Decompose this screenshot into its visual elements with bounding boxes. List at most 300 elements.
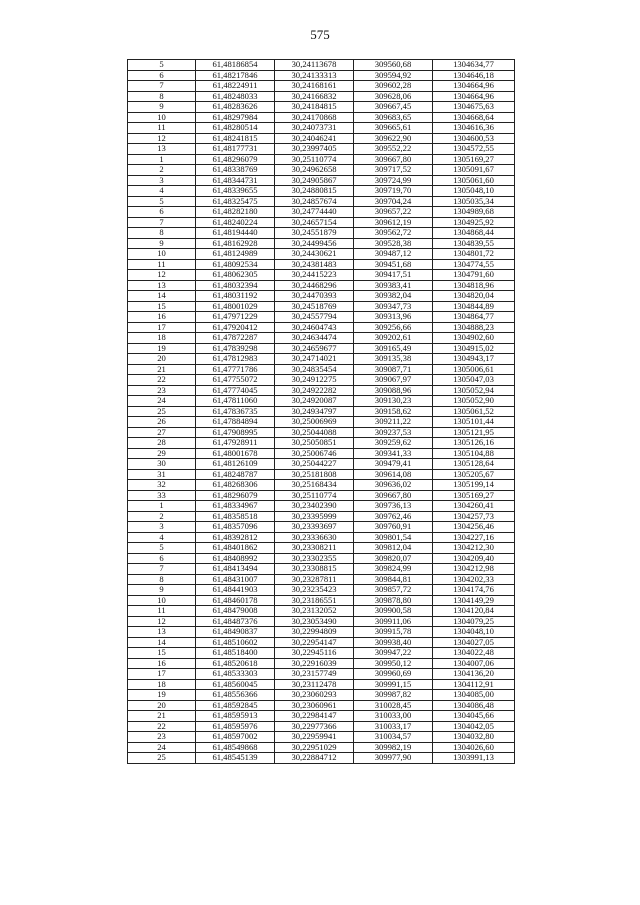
table-row (128, 459, 515, 470)
y-coordinate-cell: 1304668,64 (433, 112, 515, 123)
x-coordinate-cell: 309844,81 (354, 574, 433, 585)
y-coordinate-cell: 1305169,27 (433, 154, 515, 165)
y-coordinate-cell: 1304844,89 (433, 301, 515, 312)
latitude-cell: 61,48325475 (196, 196, 275, 207)
y-coordinate-cell: 1304818,96 (433, 280, 515, 291)
table-row (128, 333, 515, 344)
longitude-cell: 30,23132052 (275, 606, 354, 617)
table-row (128, 501, 515, 512)
x-coordinate-cell: 309683,65 (354, 112, 433, 123)
latitude-cell: 61,48479008 (196, 606, 275, 617)
x-coordinate-cell: 309552,22 (354, 144, 433, 155)
table-row (128, 396, 515, 407)
table-row (128, 532, 515, 543)
latitude-cell: 61,48431007 (196, 574, 275, 585)
latitude-cell: 61,48357096 (196, 522, 275, 533)
point-number-cell: 3 (128, 522, 196, 533)
latitude-cell: 61,48344731 (196, 175, 275, 186)
latitude-cell: 61,48549868 (196, 742, 275, 753)
point-number-cell: 8 (128, 91, 196, 102)
x-coordinate-cell: 309915,78 (354, 627, 433, 638)
y-coordinate-cell: 1304664,96 (433, 91, 515, 102)
table-row (128, 301, 515, 312)
longitude-cell: 30,22951029 (275, 742, 354, 753)
latitude-cell: 61,48296079 (196, 154, 275, 165)
y-coordinate-cell: 1305101,44 (433, 417, 515, 428)
latitude-cell: 61,47771786 (196, 364, 275, 375)
latitude-cell: 61,48217846 (196, 70, 275, 81)
longitude-cell: 30,25050851 (275, 438, 354, 449)
latitude-cell: 61,48031192 (196, 291, 275, 302)
latitude-cell: 61,48595976 (196, 721, 275, 732)
latitude-cell: 61,47928911 (196, 438, 275, 449)
point-number-cell: 6 (128, 207, 196, 218)
x-coordinate-cell: 309820,07 (354, 553, 433, 564)
longitude-cell: 30,24551879 (275, 228, 354, 239)
latitude-cell: 61,47971229 (196, 312, 275, 323)
point-number-cell: 23 (128, 385, 196, 396)
x-coordinate-cell: 309717,52 (354, 165, 433, 176)
y-coordinate-cell: 1305048,10 (433, 186, 515, 197)
table-row (128, 60, 515, 71)
longitude-cell: 30,24133313 (275, 70, 354, 81)
coordinates-table-body (128, 60, 515, 764)
table-row (128, 721, 515, 732)
longitude-cell: 30,24166832 (275, 91, 354, 102)
y-coordinate-cell: 1304925,92 (433, 217, 515, 228)
longitude-cell: 30,22959941 (275, 732, 354, 743)
point-number-cell: 6 (128, 553, 196, 564)
x-coordinate-cell: 309938,40 (354, 637, 433, 648)
point-number-cell: 27 (128, 427, 196, 438)
x-coordinate-cell: 309824,99 (354, 564, 433, 575)
longitude-cell: 30,23112478 (275, 679, 354, 690)
latitude-cell: 61,48241815 (196, 133, 275, 144)
table-row (128, 259, 515, 270)
x-coordinate-cell: 309451,68 (354, 259, 433, 270)
y-coordinate-cell: 1304227,16 (433, 532, 515, 543)
y-coordinate-cell: 1304136,20 (433, 669, 515, 680)
longitude-cell: 30,24962658 (275, 165, 354, 176)
longitude-cell: 30,24934797 (275, 406, 354, 417)
point-number-cell: 25 (128, 753, 196, 764)
y-coordinate-cell: 1304256,46 (433, 522, 515, 533)
y-coordinate-cell: 1304026,60 (433, 742, 515, 753)
x-coordinate-cell: 309130,23 (354, 396, 433, 407)
x-coordinate-cell: 309950,12 (354, 658, 433, 669)
table-row (128, 270, 515, 281)
x-coordinate-cell: 309801,54 (354, 532, 433, 543)
longitude-cell: 30,24415223 (275, 270, 354, 281)
x-coordinate-cell: 309479,41 (354, 459, 433, 470)
latitude-cell: 61,48282180 (196, 207, 275, 218)
latitude-cell: 61,48248787 (196, 469, 275, 480)
table-row (128, 417, 515, 428)
x-coordinate-cell: 309602,28 (354, 81, 433, 92)
point-number-cell: 10 (128, 595, 196, 606)
point-number-cell: 18 (128, 679, 196, 690)
y-coordinate-cell: 1305126,16 (433, 438, 515, 449)
x-coordinate-cell: 309987,82 (354, 690, 433, 701)
x-coordinate-cell: 309158,62 (354, 406, 433, 417)
y-coordinate-cell: 1304079,25 (433, 616, 515, 627)
table-row (128, 564, 515, 575)
longitude-cell: 30,25006969 (275, 417, 354, 428)
longitude-cell: 30,25181808 (275, 469, 354, 480)
point-number-cell: 22 (128, 721, 196, 732)
x-coordinate-cell: 309878,80 (354, 595, 433, 606)
latitude-cell: 61,48062305 (196, 270, 275, 281)
y-coordinate-cell: 1305061,52 (433, 406, 515, 417)
table-row (128, 322, 515, 333)
page-number: 575 (310, 27, 330, 42)
y-coordinate-cell: 1304032,80 (433, 732, 515, 743)
table-row (128, 648, 515, 659)
y-coordinate-cell: 1304212,98 (433, 564, 515, 575)
longitude-cell: 30,23186551 (275, 595, 354, 606)
longitude-cell: 30,23395999 (275, 511, 354, 522)
table-row (128, 354, 515, 365)
point-number-cell: 10 (128, 249, 196, 260)
latitude-cell: 61,47920412 (196, 322, 275, 333)
y-coordinate-cell: 1304048,10 (433, 627, 515, 638)
x-coordinate-cell: 309704,24 (354, 196, 433, 207)
table-row (128, 406, 515, 417)
table-row (128, 112, 515, 123)
x-coordinate-cell: 309341,33 (354, 448, 433, 459)
y-coordinate-cell: 1304943,17 (433, 354, 515, 365)
point-number-cell: 5 (128, 543, 196, 554)
point-number-cell: 22 (128, 375, 196, 386)
longitude-cell: 30,23235423 (275, 585, 354, 596)
point-number-cell: 24 (128, 396, 196, 407)
y-coordinate-cell: 1304027,05 (433, 637, 515, 648)
point-number-cell: 9 (128, 238, 196, 249)
longitude-cell: 30,23402390 (275, 501, 354, 512)
table-row (128, 669, 515, 680)
latitude-cell: 61,48296079 (196, 490, 275, 501)
x-coordinate-cell: 309237,53 (354, 427, 433, 438)
longitude-cell: 30,25168434 (275, 480, 354, 491)
y-coordinate-cell: 1305199,14 (433, 480, 515, 491)
y-coordinate-cell: 1304989,68 (433, 207, 515, 218)
latitude-cell: 61,48297984 (196, 112, 275, 123)
longitude-cell: 30,24912275 (275, 375, 354, 386)
latitude-cell: 61,48518400 (196, 648, 275, 659)
x-coordinate-cell: 309977,90 (354, 753, 433, 764)
x-coordinate-cell: 309202,61 (354, 333, 433, 344)
x-coordinate-cell: 309622,90 (354, 133, 433, 144)
point-number-cell: 21 (128, 711, 196, 722)
longitude-cell: 30,22954147 (275, 637, 354, 648)
x-coordinate-cell: 309211,22 (354, 417, 433, 428)
latitude-cell: 61,48560045 (196, 679, 275, 690)
x-coordinate-cell: 309087,71 (354, 364, 433, 375)
x-coordinate-cell: 309960,69 (354, 669, 433, 680)
table-row (128, 595, 515, 606)
latitude-cell: 61,47839298 (196, 343, 275, 354)
y-coordinate-cell: 1304675,63 (433, 102, 515, 113)
latitude-cell: 61,48001029 (196, 301, 275, 312)
point-number-cell: 11 (128, 606, 196, 617)
latitude-cell: 61,48186854 (196, 60, 275, 71)
table-row (128, 375, 515, 386)
table-row (128, 553, 515, 564)
longitude-cell: 30,23308211 (275, 543, 354, 554)
latitude-cell: 61,48124989 (196, 249, 275, 260)
y-coordinate-cell: 1304045,66 (433, 711, 515, 722)
table-row (128, 690, 515, 701)
point-number-cell: 17 (128, 669, 196, 680)
latitude-cell: 61,48520618 (196, 658, 275, 669)
x-coordinate-cell: 309947,22 (354, 648, 433, 659)
point-number-cell: 14 (128, 637, 196, 648)
table-row (128, 123, 515, 134)
point-number-cell: 8 (128, 574, 196, 585)
table-row (128, 448, 515, 459)
latitude-cell: 61,48240224 (196, 217, 275, 228)
point-number-cell: 24 (128, 742, 196, 753)
x-coordinate-cell: 309667,80 (354, 154, 433, 165)
point-number-cell: 7 (128, 564, 196, 575)
point-number-cell: 9 (128, 102, 196, 113)
table-row (128, 207, 515, 218)
latitude-cell: 61,48268306 (196, 480, 275, 491)
point-number-cell: 12 (128, 270, 196, 281)
x-coordinate-cell: 309657,22 (354, 207, 433, 218)
latitude-cell: 61,48592845 (196, 700, 275, 711)
point-number-cell: 20 (128, 700, 196, 711)
x-coordinate-cell: 309088,96 (354, 385, 433, 396)
table-row (128, 616, 515, 627)
y-coordinate-cell: 1305035,34 (433, 196, 515, 207)
table-row (128, 679, 515, 690)
x-coordinate-cell: 309614,08 (354, 469, 433, 480)
longitude-cell: 30,24184815 (275, 102, 354, 113)
latitude-cell: 61,47872287 (196, 333, 275, 344)
y-coordinate-cell: 1304902,60 (433, 333, 515, 344)
latitude-cell: 61,48392812 (196, 532, 275, 543)
y-coordinate-cell: 1305091,67 (433, 165, 515, 176)
y-coordinate-cell: 1304864,77 (433, 312, 515, 323)
point-number-cell: 9 (128, 585, 196, 596)
latitude-cell: 61,47836735 (196, 406, 275, 417)
x-coordinate-cell: 309259,62 (354, 438, 433, 449)
y-coordinate-cell: 1305121,95 (433, 427, 515, 438)
y-coordinate-cell: 1304174,76 (433, 585, 515, 596)
longitude-cell: 30,25044227 (275, 459, 354, 470)
table-row (128, 511, 515, 522)
x-coordinate-cell: 309736,13 (354, 501, 433, 512)
x-coordinate-cell: 309612,19 (354, 217, 433, 228)
longitude-cell: 30,24835454 (275, 364, 354, 375)
latitude-cell: 61,48001678 (196, 448, 275, 459)
y-coordinate-cell: 1304868,44 (433, 228, 515, 239)
x-coordinate-cell: 309719,70 (354, 186, 433, 197)
point-number-cell: 1 (128, 154, 196, 165)
longitude-cell: 30,24518769 (275, 301, 354, 312)
x-coordinate-cell: 309562,72 (354, 228, 433, 239)
y-coordinate-cell: 1304791,60 (433, 270, 515, 281)
point-number-cell: 25 (128, 406, 196, 417)
latitude-cell: 61,48510602 (196, 637, 275, 648)
point-number-cell: 5 (128, 60, 196, 71)
y-coordinate-cell: 1304572,55 (433, 144, 515, 155)
point-number-cell: 17 (128, 322, 196, 333)
longitude-cell: 30,22994809 (275, 627, 354, 638)
latitude-cell: 61,47884894 (196, 417, 275, 428)
y-coordinate-cell: 1305052,94 (433, 385, 515, 396)
table-row (128, 637, 515, 648)
point-number-cell: 23 (128, 732, 196, 743)
point-number-cell: 16 (128, 312, 196, 323)
point-number-cell: 3 (128, 175, 196, 186)
y-coordinate-cell: 1304664,96 (433, 81, 515, 92)
x-coordinate-cell: 309487,12 (354, 249, 433, 260)
table-row (128, 280, 515, 291)
longitude-cell: 30,25110774 (275, 154, 354, 165)
x-coordinate-cell: 309528,38 (354, 238, 433, 249)
y-coordinate-cell: 1304616,36 (433, 123, 515, 134)
latitude-cell: 61,48339655 (196, 186, 275, 197)
longitude-cell: 30,25110774 (275, 490, 354, 501)
point-number-cell: 31 (128, 469, 196, 480)
y-coordinate-cell: 1304007,06 (433, 658, 515, 669)
longitude-cell: 30,24634474 (275, 333, 354, 344)
y-coordinate-cell: 1305104,88 (433, 448, 515, 459)
y-coordinate-cell: 1304202,33 (433, 574, 515, 585)
x-coordinate-cell: 309667,80 (354, 490, 433, 501)
longitude-cell: 30,23287811 (275, 574, 354, 585)
x-coordinate-cell: 309667,45 (354, 102, 433, 113)
table-row (128, 469, 515, 480)
point-number-cell: 13 (128, 627, 196, 638)
y-coordinate-cell: 1304801,72 (433, 249, 515, 260)
table-row (128, 165, 515, 176)
y-coordinate-cell: 1305006,61 (433, 364, 515, 375)
point-number-cell: 20 (128, 354, 196, 365)
x-coordinate-cell: 309762,46 (354, 511, 433, 522)
y-coordinate-cell: 1304086,48 (433, 700, 515, 711)
y-coordinate-cell: 1305061,60 (433, 175, 515, 186)
latitude-cell: 61,48597002 (196, 732, 275, 743)
table-row (128, 133, 515, 144)
longitude-cell: 30,22977366 (275, 721, 354, 732)
x-coordinate-cell: 309067,97 (354, 375, 433, 386)
table-row (128, 438, 515, 449)
longitude-cell: 30,24857674 (275, 196, 354, 207)
x-coordinate-cell: 309724,99 (354, 175, 433, 186)
latitude-cell: 61,48280514 (196, 123, 275, 134)
longitude-cell: 30,22945116 (275, 648, 354, 659)
longitude-cell: 30,23393697 (275, 522, 354, 533)
longitude-cell: 30,24470393 (275, 291, 354, 302)
latitude-cell: 61,48032394 (196, 280, 275, 291)
table-row (128, 753, 515, 764)
table-row (128, 312, 515, 323)
x-coordinate-cell: 309665,61 (354, 123, 433, 134)
longitude-cell: 30,24430621 (275, 249, 354, 260)
longitude-cell: 30,23060961 (275, 700, 354, 711)
longitude-cell: 30,23157749 (275, 669, 354, 680)
latitude-cell: 61,47755072 (196, 375, 275, 386)
point-number-cell: 11 (128, 123, 196, 134)
latitude-cell: 61,48194440 (196, 228, 275, 239)
y-coordinate-cell: 1305047,03 (433, 375, 515, 386)
y-coordinate-cell: 1304085,00 (433, 690, 515, 701)
latitude-cell: 61,48413494 (196, 564, 275, 575)
x-coordinate-cell: 309982,19 (354, 742, 433, 753)
point-number-cell: 18 (128, 333, 196, 344)
latitude-cell: 61,48401862 (196, 543, 275, 554)
point-number-cell: 13 (128, 144, 196, 155)
longitude-cell: 30,23336630 (275, 532, 354, 543)
latitude-cell: 61,48358518 (196, 511, 275, 522)
longitude-cell: 30,22884712 (275, 753, 354, 764)
latitude-cell: 61,48338769 (196, 165, 275, 176)
table-row (128, 228, 515, 239)
x-coordinate-cell: 309382,04 (354, 291, 433, 302)
table-row (128, 732, 515, 743)
y-coordinate-cell: 1304774,55 (433, 259, 515, 270)
point-number-cell: 4 (128, 532, 196, 543)
latitude-cell: 61,48533303 (196, 669, 275, 680)
y-coordinate-cell: 1305205,67 (433, 469, 515, 480)
longitude-cell: 30,23308815 (275, 564, 354, 575)
point-number-cell: 28 (128, 438, 196, 449)
table-row (128, 238, 515, 249)
point-number-cell: 1 (128, 501, 196, 512)
table-row (128, 490, 515, 501)
y-coordinate-cell: 1304260,41 (433, 501, 515, 512)
y-coordinate-cell: 1304212,30 (433, 543, 515, 554)
point-number-cell: 29 (128, 448, 196, 459)
table-row (128, 658, 515, 669)
x-coordinate-cell: 309417,51 (354, 270, 433, 281)
longitude-cell: 30,24905867 (275, 175, 354, 186)
longitude-cell: 30,23997405 (275, 144, 354, 155)
point-number-cell: 14 (128, 291, 196, 302)
x-coordinate-cell: 309165,49 (354, 343, 433, 354)
longitude-cell: 30,24604743 (275, 322, 354, 333)
latitude-cell: 61,48283626 (196, 102, 275, 113)
table-row (128, 585, 515, 596)
longitude-cell: 30,24468296 (275, 280, 354, 291)
y-coordinate-cell: 1305169,27 (433, 490, 515, 501)
x-coordinate-cell: 309256,66 (354, 322, 433, 333)
table-row (128, 291, 515, 302)
y-coordinate-cell: 1305052,90 (433, 396, 515, 407)
table-row (128, 700, 515, 711)
point-number-cell: 16 (128, 658, 196, 669)
x-coordinate-cell: 309812,04 (354, 543, 433, 554)
point-number-cell: 8 (128, 228, 196, 239)
latitude-cell: 61,48556366 (196, 690, 275, 701)
table-row (128, 186, 515, 197)
latitude-cell: 61,48595913 (196, 711, 275, 722)
longitude-cell: 30,22984147 (275, 711, 354, 722)
point-number-cell: 7 (128, 217, 196, 228)
point-number-cell: 5 (128, 196, 196, 207)
longitude-cell: 30,24922282 (275, 385, 354, 396)
x-coordinate-cell: 309594,92 (354, 70, 433, 81)
y-coordinate-cell: 1304022,48 (433, 648, 515, 659)
point-number-cell: 19 (128, 690, 196, 701)
y-coordinate-cell: 1304915,02 (433, 343, 515, 354)
x-coordinate-cell: 309628,06 (354, 91, 433, 102)
latitude-cell: 61,47774045 (196, 385, 275, 396)
longitude-cell: 30,24073731 (275, 123, 354, 134)
